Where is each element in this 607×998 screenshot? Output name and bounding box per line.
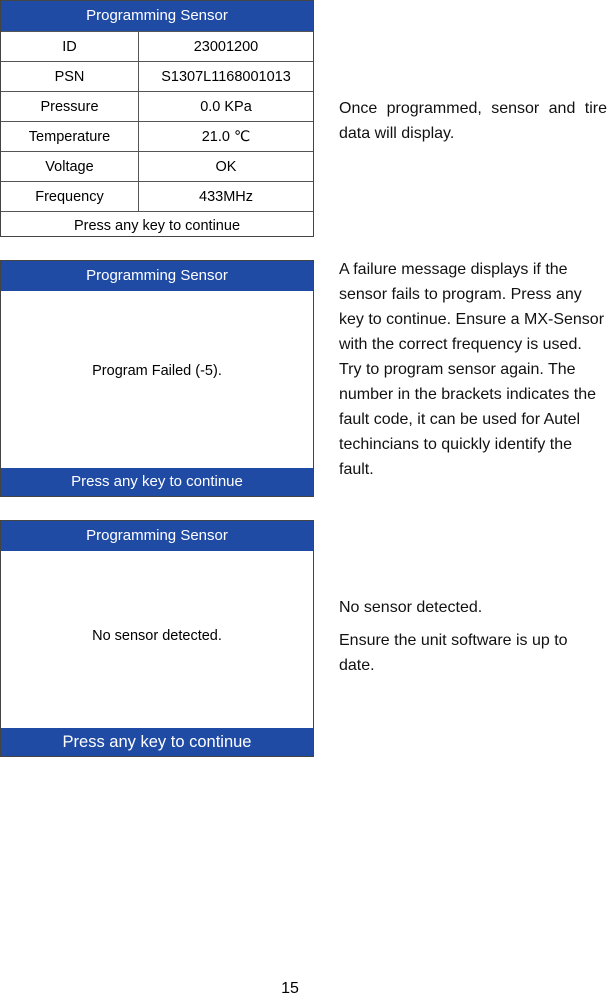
row-label-frequency: Frequency <box>1 182 139 212</box>
no-sensor-screen <box>0 520 314 757</box>
no-sensor-message: No sensor detected. <box>92 628 222 644</box>
continue-prompt[interactable]: Press any key to continue <box>1 728 313 756</box>
sensor-data-table <box>1 31 313 211</box>
description-text: A failure message displays if the sensor fails to program. Press any key to continue. Ensure a MX-Sensor with the correct frequency is used. Try to program sensor again. The number in the brackets indicates the fault code, it can be used for Autel techincians to quickly identify the fault. <box>339 261 605 478</box>
row-label-voltage: Voltage <box>1 152 139 182</box>
table-row <box>1 32 313 62</box>
table-row <box>1 62 313 92</box>
sensor-data-screen <box>0 0 314 237</box>
page-number: 15 <box>281 980 299 997</box>
screen-title: Programming Sensor <box>1 521 313 551</box>
description-failure <box>339 257 607 482</box>
row-label-psn: PSN <box>1 62 139 92</box>
description-text: Once programmed, sensor and tire data will display. <box>339 100 607 142</box>
row-label-pressure: Pressure <box>1 92 139 122</box>
description-programmed <box>339 96 607 146</box>
row-value-psn: S1307L1168001013 <box>139 62 314 92</box>
continue-prompt[interactable]: Press any key to continue <box>1 211 313 240</box>
table-row <box>1 182 313 212</box>
screen-title: Programming Sensor <box>1 1 313 31</box>
screen-title: Programming Sensor <box>1 261 313 291</box>
row-label-id: ID <box>1 32 139 62</box>
program-failed-message: Program Failed (-5). <box>92 363 222 379</box>
table-row <box>1 152 313 182</box>
table-row <box>1 92 313 122</box>
description-line-1: No sensor detected. <box>339 599 483 616</box>
description-line-2: Ensure the unit software is up to date. <box>339 632 568 674</box>
row-value-voltage: OK <box>139 152 314 182</box>
program-failed-screen <box>0 260 314 497</box>
row-value-pressure: 0.0 KPa <box>139 92 314 122</box>
row-label-temperature: Temperature <box>1 122 139 152</box>
row-value-frequency: 433MHz <box>139 182 314 212</box>
description-no-sensor <box>339 595 607 678</box>
row-value-temperature: 21.0 ℃ <box>139 122 314 152</box>
row-value-id: 23001200 <box>139 32 314 62</box>
continue-prompt[interactable]: Press any key to continue <box>1 468 313 496</box>
table-row <box>1 122 313 152</box>
